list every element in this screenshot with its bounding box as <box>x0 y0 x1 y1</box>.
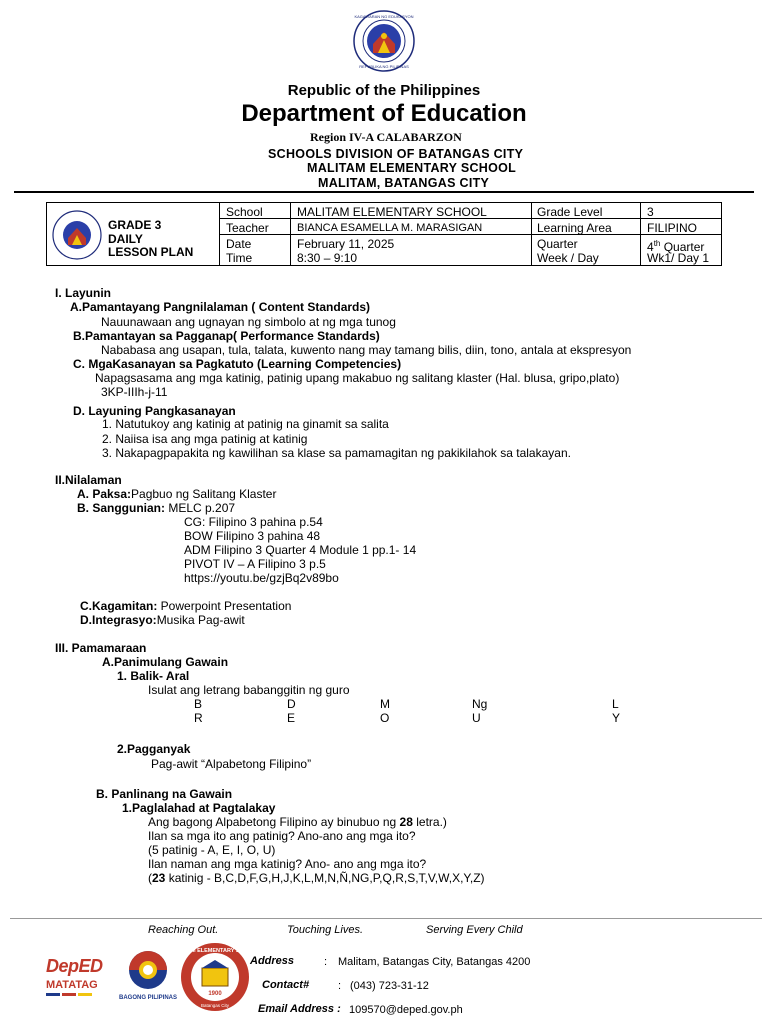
letter-cell: M <box>380 697 390 711</box>
paglalahad-line: (5 patinig - A, E, I, O, U) <box>148 843 276 857</box>
paglalahad-text-a: Ang bagong Alpabetong Filipino ay binubuo ng <box>148 815 400 829</box>
pagganyak-text: Pag-awit “Alpabetong Filipino” <box>151 757 312 771</box>
time-label: Time <box>226 251 253 265</box>
letter-cell: Ng <box>472 697 488 711</box>
seal-text-top: KAGAWARAN NG EDUKASYON <box>354 14 414 19</box>
region-heading: Region IV-A CALABARZON <box>310 130 462 144</box>
stripe <box>78 993 92 996</box>
letter-cell: Y <box>612 711 621 725</box>
competencies-title: C. MgaKasanayan sa Pagkatuto (Learning Competencies) <box>73 357 402 371</box>
address-label: Address <box>250 955 295 967</box>
content-standards-title: A.Pamantayang Pangnilalaman ( Content Standards) <box>70 300 371 314</box>
paglalahad-count: 28 <box>399 815 413 829</box>
paksa-line <box>77 487 276 501</box>
department-heading: Department of Education <box>241 100 527 127</box>
area-label: Learning Area <box>537 221 612 235</box>
letter-cell: B <box>194 697 203 711</box>
kagamitan-line <box>80 599 291 613</box>
objective-item: 2. Naiisa isa ang mga patinig at katinig <box>102 432 308 446</box>
deped-seal-logo <box>353 10 415 72</box>
contact-colon: : <box>338 980 342 992</box>
stripe <box>62 993 76 996</box>
paglalahad-line: Ilan naman ang mga katinig? Ano- ano ang mga ito? <box>148 857 427 871</box>
deped-matatag-logo <box>46 956 108 1006</box>
email-value[interactable]: 109570@deped.gov.ph <box>349 1004 463 1016</box>
school-label: School <box>226 205 263 219</box>
reference-item: CG: Filipino 3 pahina p.54 <box>184 515 323 529</box>
section-pamamaraan: III. Pamamaraan <box>55 641 147 655</box>
letter-cell: D <box>287 697 296 711</box>
header-divider <box>14 191 754 193</box>
panimulang-gawain-title: A.Panimulang Gawain <box>102 655 229 669</box>
objectives-title: D. Layuning Pangkasanayan <box>73 404 236 418</box>
reference-item: BOW Filipino 3 pahina 48 <box>184 529 321 543</box>
letter-cell: E <box>287 711 296 725</box>
quarter-word: Quarter <box>660 240 705 254</box>
area-value: FILIPINO <box>647 221 698 235</box>
paglalahad-title: 1.Paglalahad at Pagtalakay <box>122 801 276 815</box>
integrasyo-value: Musika Pag-awit <box>156 613 245 627</box>
paren-open: ( <box>148 871 152 885</box>
bagong-pilipinas-text: BAGONG PILIPINAS <box>118 995 177 1001</box>
paglalahad-line: Ilan sa mga ito ang patinig? Ano-ano ang mga ito? <box>148 829 416 843</box>
letter-cell: L <box>612 697 619 711</box>
objective-item: 1. Natutukoy ang katinig at patinig na ginamit sa salita <box>102 417 389 431</box>
republic-heading: Republic of the Philippines <box>287 82 481 99</box>
school-value: MALITAM ELEMENTARY SCHOOL <box>297 205 487 219</box>
plan-title-line1: GRADE 3 <box>108 218 162 232</box>
plan-title-line3: LESSON PLAN <box>108 245 194 259</box>
tagline-reaching: Reaching Out. <box>148 924 219 936</box>
reference-link[interactable]: https://youtu.be/gzjBq2v89bo <box>184 571 339 585</box>
matatag-text: MATATAG <box>46 979 98 991</box>
quarter-number: 4 <box>647 240 654 254</box>
balik-aral-text: Isulat ang letrang babanggitin ng guro <box>148 683 350 697</box>
section-layunin: I. Layunin <box>55 286 112 300</box>
bagong-pilipinas-logo <box>118 950 178 1006</box>
paglalahad-line <box>148 871 485 885</box>
school-seal-year: 1900 <box>208 991 222 997</box>
paglalahad-line <box>148 815 447 829</box>
sanggunian-label: B. Sanggunian: <box>77 501 165 515</box>
matatag-stripes <box>46 993 108 996</box>
date-value: February 11, 2025 <box>297 237 395 251</box>
address-value: Malitam, Batangas City, Batangas 4200 <box>338 956 531 968</box>
reference-item: ADM Filipino 3 Quarter 4 Module 1 pp.1- 14 <box>184 543 417 557</box>
date-label: Date <box>226 237 252 251</box>
deped-seal-small-icon <box>52 210 102 260</box>
deped-logo-word: DepED <box>46 956 103 976</box>
integrasyo-line <box>80 613 245 627</box>
time-value: 8:30 – 9:10 <box>297 251 358 265</box>
place-heading: MALITAM, BATANGAS CITY <box>318 176 490 190</box>
seal-text-bottom: REPUBLIKA NG PILIPINAS <box>359 64 409 69</box>
tagline-touching: Touching Lives. <box>287 924 364 936</box>
competencies-code: 3KP-IIIh-j-11 <box>101 385 168 399</box>
reference-item: PIVOT IV – A Filipino 3 p.5 <box>184 557 326 571</box>
quarter-label: Quarter <box>537 237 578 251</box>
paksa-label: A. Paksa: <box>77 487 132 501</box>
content-standards-text: Nauunawaan ang ugnayan ng simbolo at ng mga tunog <box>101 315 396 329</box>
performance-standards-text: Nababasa ang usapan, tula, talata, kuwento nang may tamang bilis, diin, tono, antala at ekspresyon <box>101 343 632 357</box>
stripe <box>46 993 60 996</box>
section-nilalaman: II.Nilalaman <box>55 473 122 487</box>
bagong-pilipinas-seal-icon <box>125 950 171 990</box>
paglalahad-text-c: letra.) <box>412 815 447 829</box>
letter-cell: O <box>380 711 390 725</box>
footer-divider <box>10 918 762 919</box>
grade-label: Grade Level <box>537 205 603 219</box>
grade-value: 3 <box>647 205 654 219</box>
objective-item: 3. Nakapagpapakita ng kawilihan sa klase sa pamamagitan ng pakikilahok sa talakayan. <box>102 446 571 460</box>
division-heading: SCHOOLS DIVISION OF BATANGAS CITY <box>268 147 524 161</box>
performance-standards-title: B.Pamantayan sa Pagganap( Performance Standards) <box>73 329 380 343</box>
deped-logo-text <box>46 956 108 977</box>
teacher-label: Teacher <box>226 221 269 235</box>
week-label: Week / Day <box>537 251 599 265</box>
letter-cell: R <box>194 711 203 725</box>
pagganyak-title: 2.Pagganyak <box>117 742 191 756</box>
integrasyo-label: D.Integrasyo: <box>80 613 157 627</box>
plan-title-line2: DAILY <box>108 231 143 246</box>
katinig-list: katinig - B,C,D,F,G,H,J,K,L,M,N,Ñ,NG,P,Q,R,S,T,V,W,X,Y,Z) <box>165 871 485 885</box>
quarter-sup: th <box>653 239 661 248</box>
email-label: Email Address : <box>258 1003 341 1015</box>
address-colon: : <box>324 956 328 968</box>
school-heading: MALITAM ELEMENTARY SCHOOL <box>307 161 517 175</box>
week-value: Wk1/ Day 1 <box>647 251 710 265</box>
paksa-value: Pagbuo ng Salitang Klaster <box>131 487 277 501</box>
balik-aral-title: 1. Balik- Aral <box>117 669 190 683</box>
school-seal-name: MALITAM ELEMENTARY SCHOOL <box>170 948 260 954</box>
school-seal-logo <box>170 942 260 1012</box>
school-seal-place: Batangas City <box>200 1003 230 1008</box>
kagamitan-label: C.Kagamitan: <box>80 599 158 613</box>
katinig-count: 23 <box>152 871 166 885</box>
sanggunian-value: MELC p.207 <box>165 501 236 515</box>
competencies-text: Napagsasama ang mga katinig, patinig upang makabuo ng salitang klaster (Hal. blusa, gripo,plato) <box>95 371 620 385</box>
plan-title <box>108 219 193 260</box>
letter-cell: U <box>472 711 481 725</box>
contact-label: Contact# <box>262 979 310 991</box>
tagline-serving: Serving Every Child <box>426 924 523 936</box>
contact-value: (043) 723-31-12 <box>350 980 429 992</box>
kagamitan-value: Powerpoint Presentation <box>157 599 292 613</box>
panlinang-title: B. Panlinang na Gawain <box>96 787 233 801</box>
sanggunian-line <box>77 501 235 515</box>
teacher-value: BIANCA ESAMELLA M. MARASIGAN <box>297 222 483 234</box>
